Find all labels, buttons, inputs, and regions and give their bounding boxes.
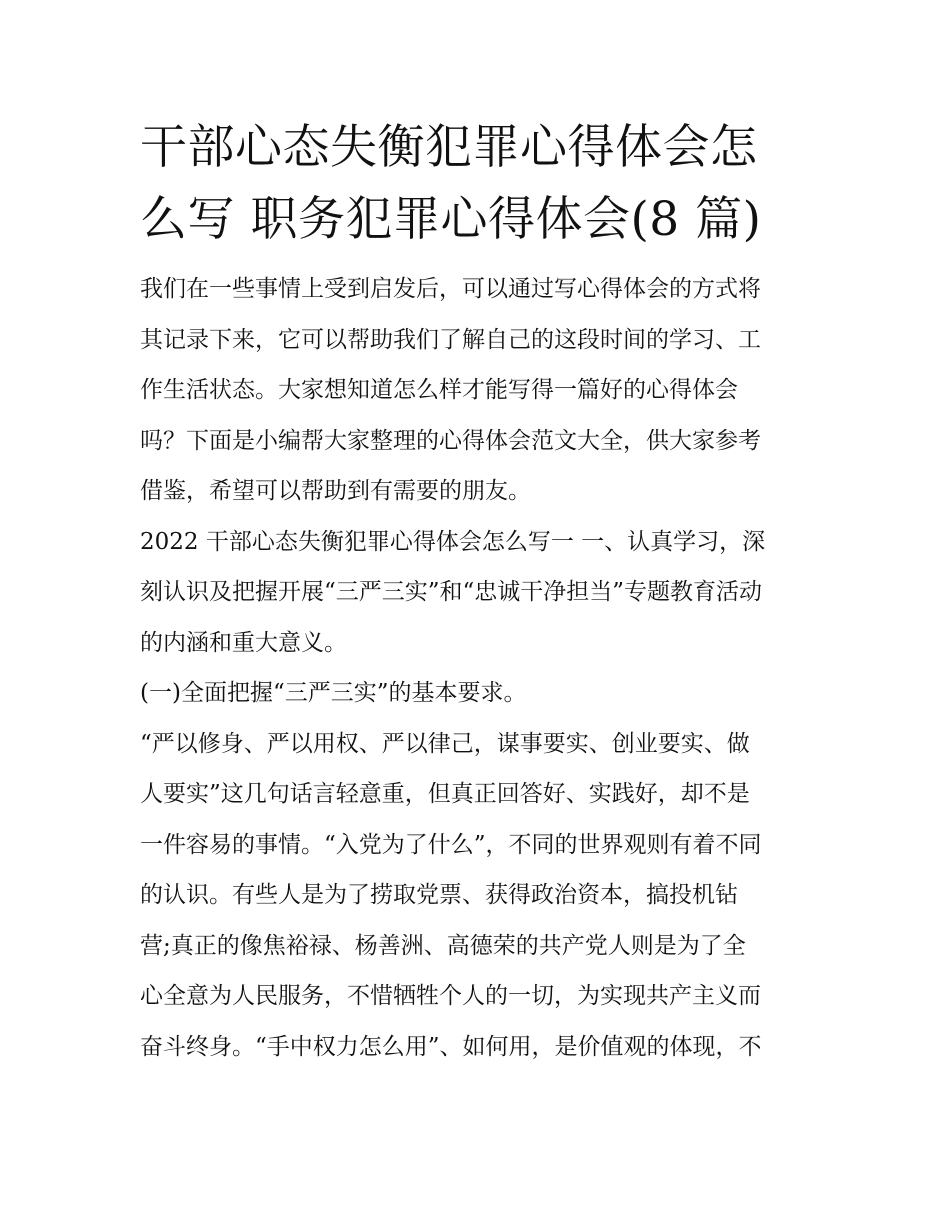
document-content [140, 112, 815, 1072]
document-body [140, 264, 815, 1072]
body-line: 营;真正的像焦裕禄、杨善洲、高德荣的共产党人则是为了全 [140, 932, 746, 959]
body-line: 吗？下面是小编帮大家整理的心得体会范文大全，供大家参考 [140, 427, 761, 454]
document-title [140, 112, 815, 256]
body-line: 2022 干部心态失衡犯罪心得体会怎么写一 一、认真学习，深 [140, 528, 766, 555]
body-line: 心全意为人民服务，不惜牺牲个人的一切，为实现共产主义而 [140, 983, 761, 1009]
body-line: 刻认识及把握开展“三严三实”和“忠诚干净担当”专题教育活动 [140, 579, 763, 605]
body-line: 的内涵和重大意义。 [140, 629, 347, 656]
body-line: 的认识。有些人是为了捞取党票、获得政治资本，搞投机钻 [140, 882, 738, 908]
body-line: 我们在一些事情上受到启发后，可以通过写心得体会的方式将 [140, 276, 761, 302]
title-line: 干部心态失衡犯罪心得体会怎 [140, 120, 758, 175]
body-line: 一件容易的事情。“入党为了什么”，不同的世界观则有着不同 [140, 831, 762, 858]
body-line: 人要实”这几句话言轻意重，但真正回答好、实践好，却不是 [140, 781, 750, 807]
body-line: 作生活状态。大家想知道怎么样才能写得一篇好的心得体会 [140, 377, 738, 403]
body-line: 借鉴，希望可以帮助到有需要的朋友。 [140, 478, 531, 504]
body-line: 奋斗终身。“手中权力怎么用”、如何用，是价值观的体现，不 [140, 1033, 762, 1060]
title-line: 么写 职务犯罪心得体会(8 篇) [140, 192, 762, 247]
body-line: (一)全面把握“三严三实”的基本要求。 [140, 680, 527, 706]
body-line: “严以修身、严以用权、严以律己，谋事要实、创业要实、做 [140, 730, 750, 757]
body-line: 其记录下来，它可以帮助我们了解自己的这段时间的学习、工 [140, 326, 761, 353]
